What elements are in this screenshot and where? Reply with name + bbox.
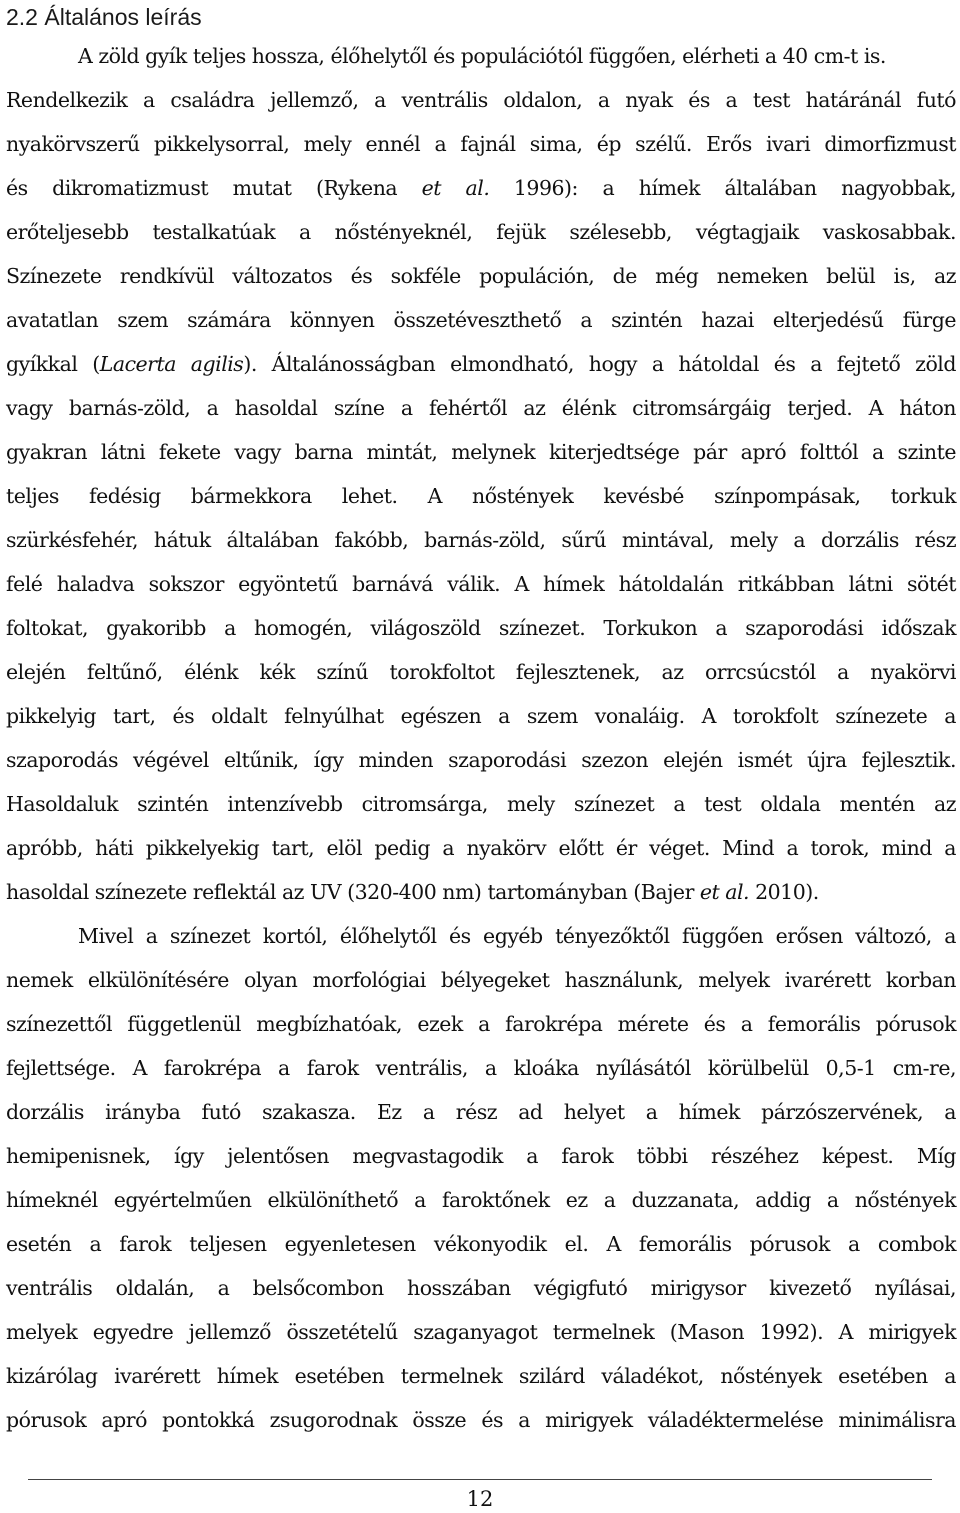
text-run: erőteljesebb testalkatúak a nőstényeknél, fejük szélesebb, végtagjaik vaskosabbak. bbox=[6, 220, 956, 244]
text-run: 1996): a hímek általában nagyobbak, bbox=[489, 176, 957, 200]
text-line bbox=[6, 562, 956, 606]
text-line bbox=[6, 78, 956, 122]
text-line bbox=[6, 122, 956, 166]
text-run: pikkelyig tart, és oldalt felnyúlhat egészen a szem vonaláig. A torokfolt színezete a bbox=[6, 704, 956, 728]
italic-text-run: et al. bbox=[421, 176, 490, 200]
text-run: vagy barnás-zöld, a hasoldal színe a fehértől az élénk citromsárgáig terjed. A háton bbox=[6, 396, 956, 420]
text-line bbox=[6, 694, 956, 738]
text-run: szaporodás végével eltűnik, így minden szaporodási szezon elején ismét újra fejlesztik. bbox=[6, 748, 956, 772]
text-run: apróbb, háti pikkelyekig tart, elöl pedig a nyakörv előtt ér véget. Mind a torok, mind a bbox=[6, 836, 956, 860]
paragraph-1 bbox=[6, 34, 956, 914]
text-line: kizárólag ivarérett hímek esetében termelnek szilárd váladékot, nőstények esetében a bbox=[6, 1364, 956, 1388]
paragraph-2 bbox=[6, 914, 956, 1442]
text-run: foltokat, gyakoribb a homogén, világoszöld színezet. Torkukon a szaporodási időszak bbox=[6, 616, 956, 640]
text-line bbox=[6, 870, 956, 914]
text-line bbox=[6, 254, 956, 298]
text-line: pórusok apró pontokká zsugorodnak össze és a mirigyek váladéktermelése minimálisra bbox=[6, 1408, 956, 1432]
text-line bbox=[6, 606, 956, 650]
text-run: nyakörvszerű pikkelysorral, mely ennél a fajnál sima, ép szélű. Erős ivari dimorfizmust bbox=[6, 132, 956, 156]
text-line bbox=[6, 386, 956, 430]
text-line: színezettől függetlenül megbízhatóak, ezek a farokrépa mérete és a femorális pórusok bbox=[6, 1012, 956, 1036]
text-line bbox=[6, 430, 956, 474]
italic-text-run: et al. bbox=[699, 880, 750, 904]
text-run: és dikromatizmust mutat (Rykena bbox=[6, 176, 422, 200]
page-number: 12 bbox=[466, 1487, 494, 1511]
italic-species-name: Lacerta agilis bbox=[99, 352, 244, 376]
text-run: teljes fedésig bármekkora lehet. A nőstények kevésbé színpompásak, torkuk bbox=[6, 484, 956, 508]
text-run: hasoldal színezete reflektál az UV (320-400 nm) tartományban (Bajer bbox=[6, 880, 700, 904]
text-line bbox=[6, 34, 956, 78]
text-run: Hasoldaluk szintén intenzívebb citromsárga, mely színezet a test oldala mentén az bbox=[6, 792, 956, 816]
text-run: avatatlan szem számára könnyen összetéveszthető a szintén hazai elterjedésű fürge bbox=[6, 308, 956, 332]
text-run: elején feltűnő, élénk kék színű torokfoltot fejlesztenek, az orrcsúcstól a nyakörvi bbox=[6, 660, 956, 684]
footer-divider bbox=[28, 1479, 932, 1480]
section-heading: 2.2 Általános leírás bbox=[6, 4, 202, 30]
text-run: gyakran látni fekete vagy barna mintát, melynek kiterjedtsége pár apró folttól a szinte bbox=[6, 440, 956, 464]
text-line bbox=[6, 738, 956, 782]
text-run: Színezete rendkívül változatos és sokféle populáción, de még nemeken belül is, az bbox=[6, 264, 956, 288]
text-line bbox=[6, 518, 956, 562]
text-run: A zöld gyík teljes hossza, élőhelytől és populációtól függően, elérheti a 40 cm-t is. bbox=[78, 44, 886, 68]
text-line: nemek elkülönítésére olyan morfológiai bélyegeket használunk, melyek ivarérett korban bbox=[6, 968, 956, 992]
text-run: Rendelkezik a családra jellemző, a ventrális oldalon, a nyak és a test határánál futó bbox=[6, 88, 956, 112]
text-line: ventrális oldalán, a belsőcombon hosszában végigfutó mirigysor kivezető nyílásai, bbox=[6, 1276, 956, 1300]
text-line: Mivel a színezet kortól, élőhelytől és egyéb tényezőktől függően erősen változó, a bbox=[78, 924, 956, 948]
text-line bbox=[6, 166, 956, 210]
text-line: melyek egyedre jellemző összetételű szaganyagot termelnek (Mason 1992). A mirigyek bbox=[6, 1320, 956, 1344]
text-line: hemipenisnek, így jelentősen megvastagodik a farok többi részéhez képest. Míg bbox=[6, 1144, 956, 1168]
text-line bbox=[6, 298, 956, 342]
text-line: esetén a farok teljesen egyenletesen vékonyodik el. A femorális pórusok a combok bbox=[6, 1232, 956, 1256]
text-line bbox=[6, 210, 956, 254]
text-line: hímeknél egyértelműen elkülöníthető a faroktőnek ez a duzzanata, addig a nőstények bbox=[6, 1188, 956, 1212]
text-line bbox=[6, 342, 956, 386]
text-line: dorzális irányba futó szakasza. Ez a rész ad helyet a hímek párzószervének, a bbox=[6, 1100, 956, 1124]
text-line bbox=[6, 650, 956, 694]
document-page bbox=[6, 0, 956, 1442]
text-run: gyíkkal ( bbox=[6, 352, 100, 376]
text-run: szürkésfehér, hátuk általában fakóbb, barnás-zöld, sűrű mintával, mely a dorzális rész bbox=[6, 528, 956, 552]
text-line: fejlettsége. A farokrépa a farok ventrális, a kloáka nyílásától körülbelül 0,5-1 cm-re, bbox=[6, 1056, 956, 1080]
text-run: 2010). bbox=[749, 880, 819, 904]
text-run: felé haladva sokszor egyöntetű barnává válik. A hímek hátoldalán ritkábban látni sötét bbox=[6, 572, 956, 596]
text-line bbox=[6, 782, 956, 826]
text-line bbox=[6, 826, 956, 870]
text-run: ). Általánosságban elmondható, hogy a hátoldal és a fejtető zöld bbox=[243, 352, 956, 376]
text-line bbox=[6, 474, 956, 518]
